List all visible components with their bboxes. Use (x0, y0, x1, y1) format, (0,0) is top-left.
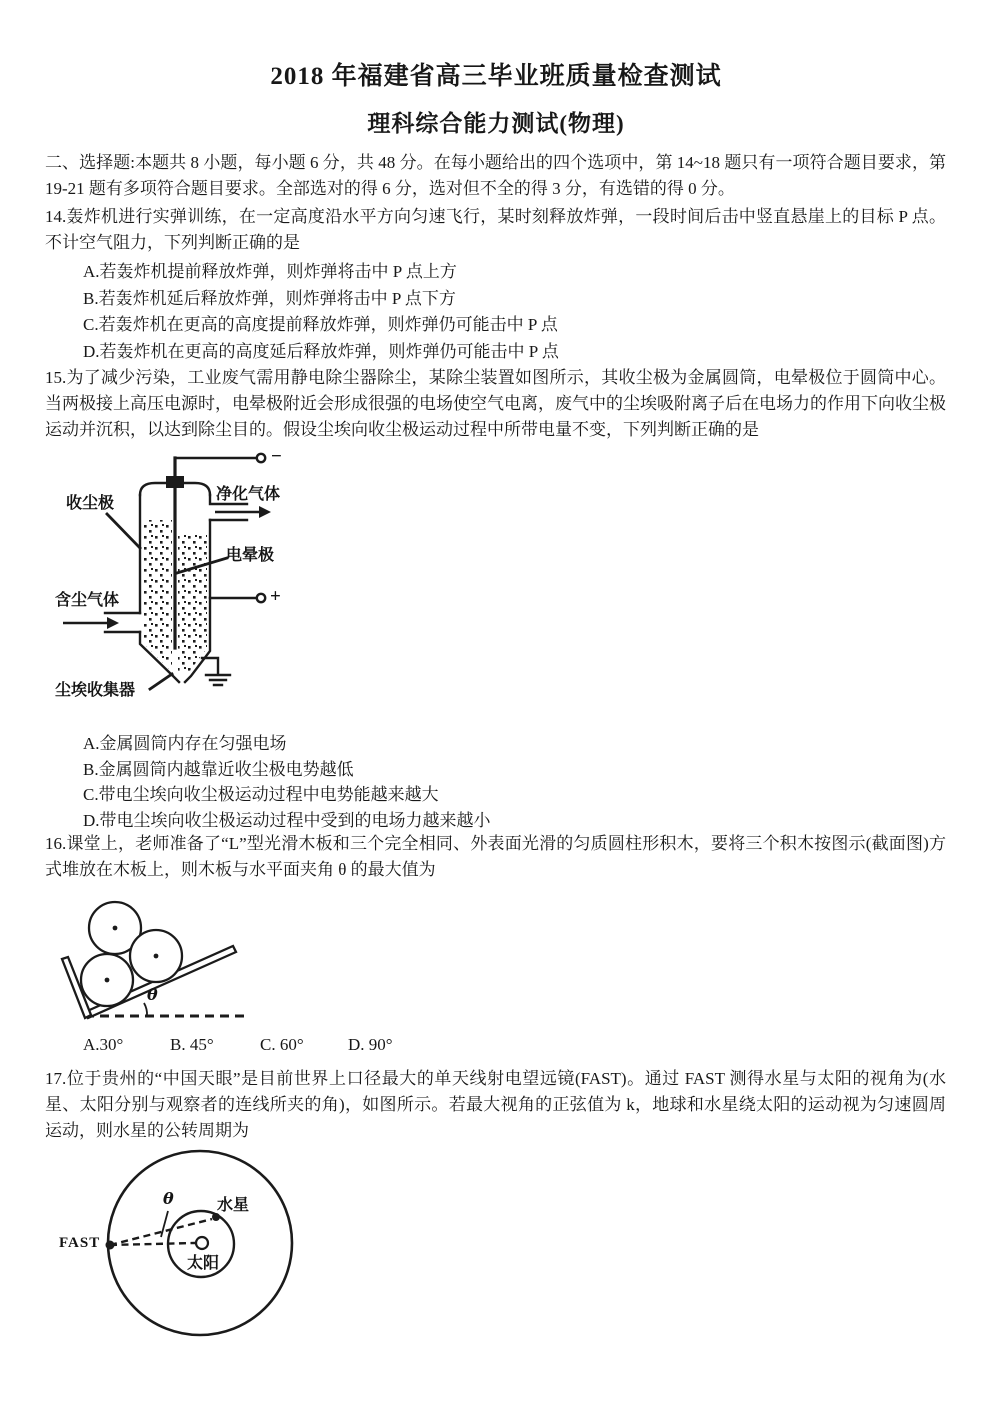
dust-particles-right (178, 534, 207, 672)
question-16-stem (45, 831, 946, 883)
outlet-arrow (259, 506, 271, 518)
question-14-text: 轰炸机进行实弹训练，在一定高度沿水平方向匀速飞行，某时刻释放炸弹，一段时间后击中竖直悬崖上的目标 P 点。不计空气阻力，下列判断正确的是 (45, 207, 946, 252)
section-intro (45, 150, 946, 202)
label-dust-collector: 尘埃收集器 (55, 682, 136, 699)
question-14 (45, 204, 946, 365)
question-16-option-b: B. 45° (170, 1035, 214, 1054)
label-fast: FAST (59, 1235, 101, 1251)
question-16-option-a: A.30° (83, 1035, 124, 1054)
question-14-option-b: B.若轰炸机延后释放炸弹，则炸弹将击中 P 点下方 (83, 288, 456, 308)
precipitator-diagram (55, 446, 305, 712)
cylinders-line-art (55, 890, 260, 1035)
question-15 (45, 365, 946, 443)
question-16-options (45, 1035, 946, 1059)
label-collector-electrode: 收尘极 (66, 495, 115, 512)
angle-arc (144, 1003, 147, 1016)
question-15-option-b: B.金属圆筒内越靠近收尘极电势越低 (83, 759, 354, 779)
question-14-stem (45, 204, 946, 256)
question-15-number: 15. (45, 368, 67, 387)
question-15-stem (45, 365, 946, 443)
question-14-option-d: D.若轰炸机在更高的高度延后释放炸弹，则炸弹仍可能击中 P 点 (83, 341, 559, 361)
label-corona-electrode: 电晕极 (226, 547, 275, 564)
label-view-angle-theta: θ (163, 1189, 174, 1208)
fast-dot (106, 1241, 115, 1250)
question-16 (45, 831, 946, 883)
question-14-number: 14. (45, 207, 67, 226)
label-angle-theta: θ (147, 985, 158, 1004)
question-16-option-c: C. 60° (260, 1035, 304, 1054)
label-sun: 太阳 (187, 1255, 220, 1272)
label-purified-gas: 净化气体 (216, 486, 281, 503)
question-16-text: 课堂上，老师准备了“L”型光滑木板和三个完全相同、外表面光滑的匀质圆柱形积木，要将三个积木按图示(截面图)方式堆放在木板上，则木板与水平面夹角 θ 的最大值为 (45, 834, 946, 879)
page-subtitle: 理科综合能力测试(物理) (367, 111, 625, 136)
minus-terminal (257, 454, 265, 462)
page-title: 2018 年福建省高三毕业班质量检查测试 (270, 63, 722, 90)
sun-circle (196, 1237, 208, 1249)
plus-terminal (257, 594, 265, 602)
theta-leader-line (161, 1211, 168, 1237)
label-mercury: 水星 (217, 1197, 250, 1214)
question-16-option-d: D. 90° (348, 1035, 393, 1054)
question-16-number: 16. (45, 834, 67, 853)
question-14-option-a: A.若轰炸机提前释放炸弹，则炸弹将击中 P 点上方 (83, 262, 457, 281)
label-plus-sign: + (270, 586, 281, 607)
insulator (166, 476, 184, 488)
label-dusty-gas: 含尘气体 (55, 592, 120, 609)
question-17-number: 17. (45, 1069, 67, 1088)
question-17-stem (45, 1066, 946, 1144)
question-15-text: 为了减少污染，工业废气需用静电除尘器除尘，某除尘装置如图所示，其收尘极为金属圆筒，电晕极位于圆筒中心。当两极接上高压电源时，电晕极附近会形成很强的电场使空气电离，废气中的尘埃吸附离子后在电场力的作用下向收尘极运动并沉积，以达到除尘目的。假设尘埃向收尘极运动过程中所带电量不变，下列判断正确的是 (45, 368, 946, 439)
label-minus-sign: − (271, 446, 282, 467)
dust-particles-left (143, 520, 172, 672)
sightline-sun (110, 1243, 195, 1245)
cylinders-diagram (55, 890, 260, 1035)
section-intro-text: 二、选择题:本题共 8 小题，每小题 6 分，共 48 分。在每小题给出的四个选项中，第 14~18 题只有一项符合题目要求，第 19-21 题有多项符合题目要求。全部选对的得 6 分，选对但不全的得 3 分，有选错的得 0 分。 (45, 153, 946, 198)
ground-symbol (202, 658, 230, 685)
question-15-option-a: A.金属圆筒内存在匀强电场 (83, 734, 287, 753)
fast-orbit-diagram (55, 1145, 310, 1345)
question-15-option-d: D.带电尘埃向收尘极运动过程中受到的电场力越来越小 (83, 810, 491, 830)
question-17-text: 位于贵州的“中国天眼”是目前世界上口径最大的单天线射电望远镜(FAST)。通过 FAST 测得水星与太阳的视角为(水星、太阳分别与观察者的连线所夹的角)，如图所示。若最大视角的正弦值为 k，地球和水星绕太阳的运动视为匀速圆周运动，则水星的公转周期为 (45, 1069, 946, 1140)
question-14-option-c: C.若轰炸机在更高的高度提前释放炸弹，则炸弹仍可能击中 P 点 (83, 315, 558, 334)
question-17 (45, 1066, 946, 1144)
question-15-option-c: C.带电尘埃向收尘极运动过程中电势能越来越大 (83, 785, 439, 804)
inlet-arrow (107, 617, 119, 629)
question-15-options (45, 731, 946, 833)
